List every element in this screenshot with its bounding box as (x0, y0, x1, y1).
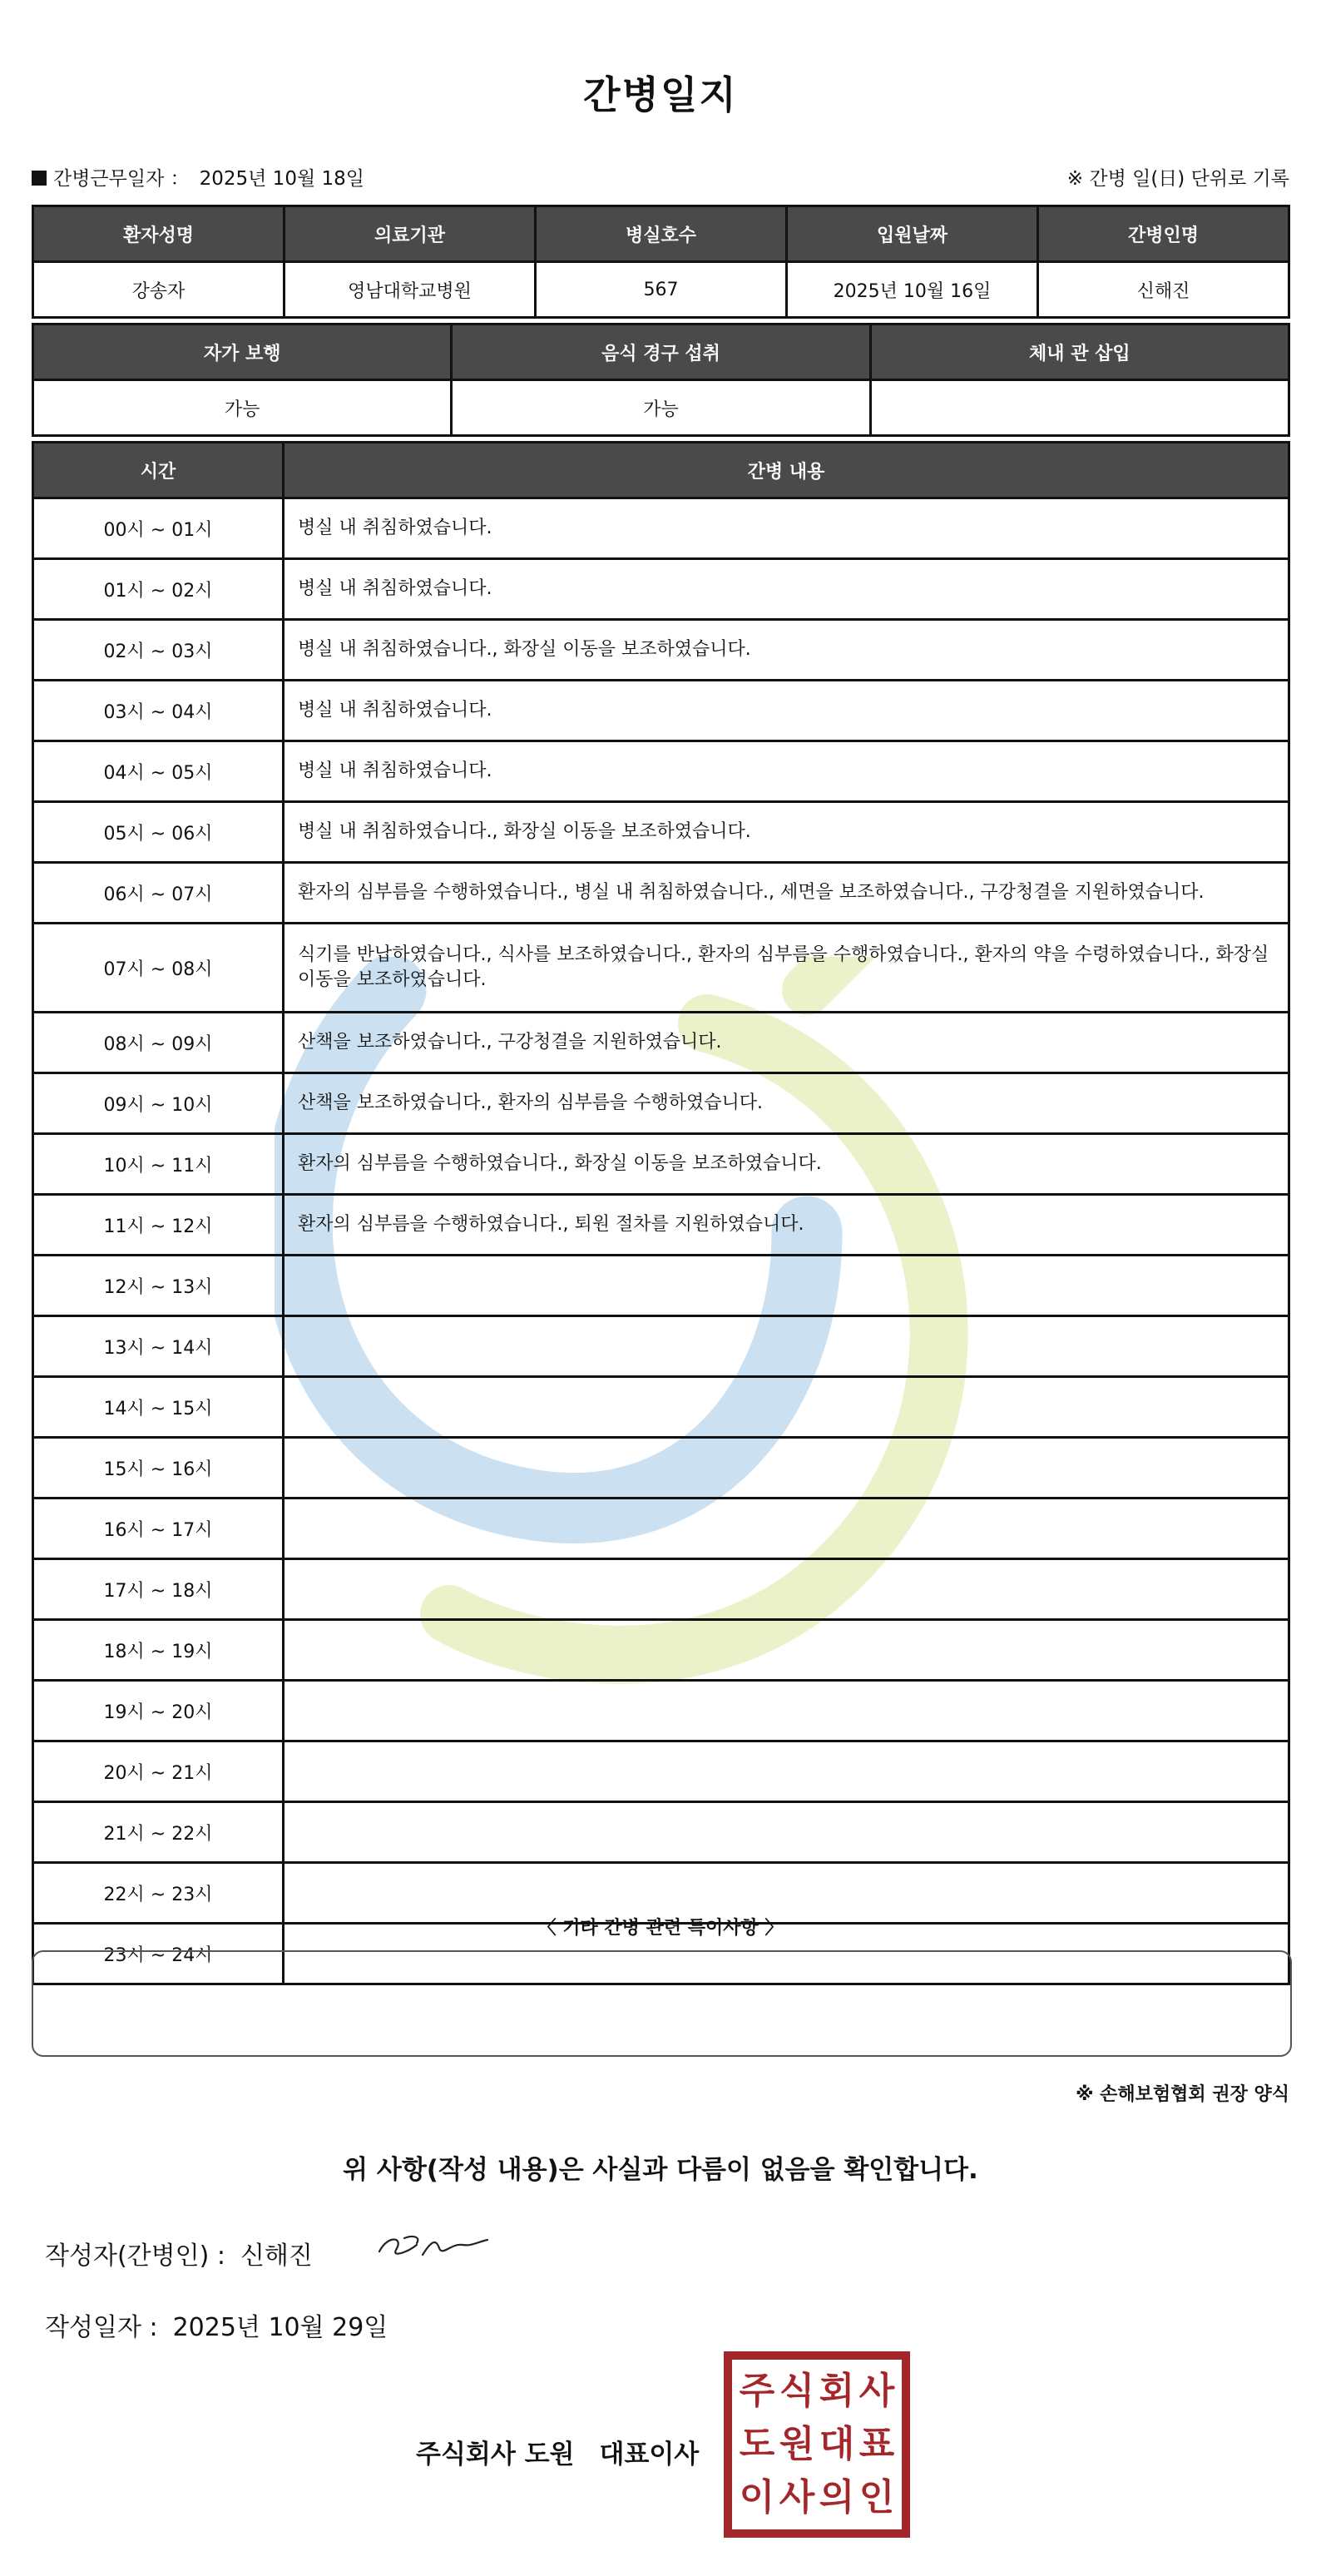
time-cell: 17시 ~ 18시 (33, 1559, 284, 1620)
time-cell: 18시 ~ 19시 (33, 1620, 284, 1681)
header-patient-name: 환자성명 (33, 206, 284, 262)
seal-character: 사 (779, 2476, 815, 2519)
time-cell: 04시 ~ 05시 (33, 741, 284, 802)
care-content-cell (284, 1499, 1289, 1559)
care-content-cell: 병실 내 취침하였습니다. (284, 559, 1289, 620)
written-date-value: 2025년 10월 29일 (172, 2313, 388, 2342)
time-cell: 02시 ~ 03시 (33, 620, 284, 681)
time-cell: 22시 ~ 23시 (33, 1863, 284, 1924)
company-ceo-title: 대표이사 (599, 2440, 700, 2469)
seal-character: 인 (858, 2476, 895, 2519)
care-content-cell: 환자의 심부름을 수행하였습니다., 퇴원 절차를 지원하였습니다. (284, 1195, 1289, 1256)
time-cell: 19시 ~ 20시 (33, 1681, 284, 1741)
confirmation-statement: 위 사항(작성 내용)은 사실과 다름이 없음을 확인합니다. (343, 2155, 978, 2185)
care-content-cell: 병실 내 취침하였습니다., 화장실 이동을 보조하였습니다. (284, 802, 1289, 863)
oral-intake-value: 가능 (452, 380, 870, 436)
care-log-table (32, 441, 1290, 1985)
signature (371, 2227, 496, 2268)
table-row (33, 802, 1289, 863)
care-date-value: 2025년 10월 18일 (199, 168, 364, 190)
care-content-cell: 산책을 보조하였습니다., 환자의 심부름을 수행하였습니다. (284, 1073, 1289, 1134)
header-tube-insertion: 체내 관 삽입 (870, 324, 1289, 380)
care-content-cell (284, 1559, 1289, 1620)
time-cell: 05시 ~ 06시 (33, 802, 284, 863)
room-number: 567 (536, 262, 787, 318)
seal-character: 회 (819, 2370, 855, 2412)
table-row (33, 1013, 1289, 1073)
table-row (33, 498, 1289, 559)
care-content-cell: 환자의 심부름을 수행하였습니다., 병실 내 취침하였습니다., 세면을 보조하였습니다., 구강청결을 지원하였습니다. (284, 863, 1289, 924)
admission-date: 2025년 10월 16일 (787, 262, 1038, 318)
care-content-cell (284, 1377, 1289, 1438)
written-date-label: 작성일자 : (45, 2313, 158, 2342)
table-row (33, 1499, 1289, 1559)
care-date-label: 간병근무일자 ： (53, 168, 190, 190)
header-admission-date: 입원날짜 (787, 206, 1038, 262)
header-time: 시간 (33, 443, 284, 498)
care-content-cell: 병실 내 취침하였습니다. (284, 741, 1289, 802)
table-row (33, 1741, 1289, 1802)
table-row (33, 620, 1289, 681)
seal-character: 도 (739, 2423, 775, 2465)
care-content-cell (284, 1316, 1289, 1377)
hospital-name: 영남대학교병원 (284, 262, 536, 318)
notes-title: 〈 기타 간병 관련 특이사항 〉 (537, 1918, 784, 1939)
time-cell: 16시 ~ 17시 (33, 1499, 284, 1559)
header-self-walking: 자가 보행 (33, 324, 452, 380)
time-cell: 15시 ~ 16시 (33, 1438, 284, 1499)
seal-character: 이 (739, 2476, 775, 2519)
form-source-note: ※ 손해보험협회 권장 양식 (1076, 2084, 1289, 2105)
time-cell: 03시 ~ 04시 (33, 681, 284, 741)
care-content-cell: 산책을 보조하였습니다., 구강청결을 지원하였습니다. (284, 1013, 1289, 1073)
table-row (33, 1559, 1289, 1620)
time-cell: 06시 ~ 07시 (33, 863, 284, 924)
tube-insertion-value (870, 380, 1289, 436)
writer-line (45, 2235, 313, 2271)
seal-character: 표 (858, 2423, 895, 2465)
table-row (33, 741, 1289, 802)
header-care-content: 간병 내용 (284, 443, 1289, 498)
care-log-rows (33, 498, 1289, 1984)
notes-box (32, 1950, 1292, 2057)
care-content-cell: 병실 내 취침하였습니다. (284, 681, 1289, 741)
company-name: 주식회사 도원 (416, 2440, 575, 2469)
company-seal (724, 2351, 910, 2538)
care-date-row (32, 163, 1289, 190)
table-row (33, 681, 1289, 741)
patient-info-table (32, 205, 1290, 319)
table-row (33, 1681, 1289, 1741)
table-row (33, 1195, 1289, 1256)
time-cell: 01시 ~ 02시 (33, 559, 284, 620)
writer-label: 작성자(간병인) : (45, 2242, 225, 2271)
table-row (33, 1377, 1289, 1438)
time-cell: 14시 ~ 15시 (33, 1377, 284, 1438)
table-row (33, 924, 1289, 1013)
header-hospital: 의료기관 (284, 206, 536, 262)
care-content-cell: 환자의 심부름을 수행하였습니다., 화장실 이동을 보조하였습니다. (284, 1134, 1289, 1195)
header-caregiver-name: 간병인명 (1038, 206, 1289, 262)
care-content-cell (284, 1802, 1289, 1863)
time-cell: 08시 ~ 09시 (33, 1013, 284, 1073)
seal-character: 대 (819, 2423, 855, 2465)
table-row (33, 1073, 1289, 1134)
care-content-cell (284, 1620, 1289, 1681)
care-content-cell (284, 1681, 1289, 1741)
writer-name: 신해진 (240, 2242, 313, 2271)
time-cell: 12시 ~ 13시 (33, 1256, 284, 1316)
patient-status-table (32, 323, 1290, 437)
care-content-cell (284, 1438, 1289, 1499)
care-content-cell (284, 1256, 1289, 1316)
time-cell: 21시 ~ 22시 (33, 1802, 284, 1863)
time-cell: 09시 ~ 10시 (33, 1073, 284, 1134)
seal-character: 의 (819, 2476, 855, 2519)
table-row (33, 1316, 1289, 1377)
caregiver-name: 신해진 (1038, 262, 1289, 318)
table-row (33, 1134, 1289, 1195)
seal-character: 원 (779, 2423, 815, 2465)
square-bullet-icon (32, 171, 47, 186)
table-row (33, 1256, 1289, 1316)
care-date (32, 163, 364, 191)
table-row (33, 1802, 1289, 1863)
time-cell: 00시 ~ 01시 (33, 498, 284, 559)
table-row (33, 559, 1289, 620)
time-cell: 13시 ~ 14시 (33, 1316, 284, 1377)
table-row (33, 1620, 1289, 1681)
table-row (33, 863, 1289, 924)
header-room-number: 병실호수 (536, 206, 787, 262)
table-row (33, 1438, 1289, 1499)
seal-character: 식 (779, 2370, 815, 2412)
company-signoff (416, 2433, 699, 2470)
written-date-line (45, 2306, 388, 2343)
seal-character: 주 (739, 2370, 775, 2412)
header-oral-intake: 음식 경구 섭취 (452, 324, 870, 380)
time-cell: 11시 ~ 12시 (33, 1195, 284, 1256)
unit-note: ※ 간병 일(日) 단위로 기록 (1066, 168, 1289, 190)
care-content-cell: 병실 내 취침하였습니다., 화장실 이동을 보조하였습니다. (284, 620, 1289, 681)
document-title: 간병일지 (583, 72, 738, 117)
time-cell: 20시 ~ 21시 (33, 1741, 284, 1802)
care-content-cell: 병실 내 취침하였습니다. (284, 498, 1289, 559)
time-cell: 07시 ~ 08시 (33, 924, 284, 1013)
seal-character: 사 (858, 2370, 895, 2412)
time-cell: 10시 ~ 11시 (33, 1134, 284, 1195)
patient-name: 강송자 (33, 262, 284, 318)
self-walking-value: 가능 (33, 380, 452, 436)
care-content-cell (284, 1741, 1289, 1802)
care-content-cell: 식기를 반납하였습니다., 식사를 보조하였습니다., 환자의 심부름을 수행하였습니다., 환자의 약을 수령하였습니다., 화장실 이동을 보조하였습니다. (284, 924, 1289, 1013)
time-cell: 23시 ~ 24시 (33, 1924, 284, 1984)
